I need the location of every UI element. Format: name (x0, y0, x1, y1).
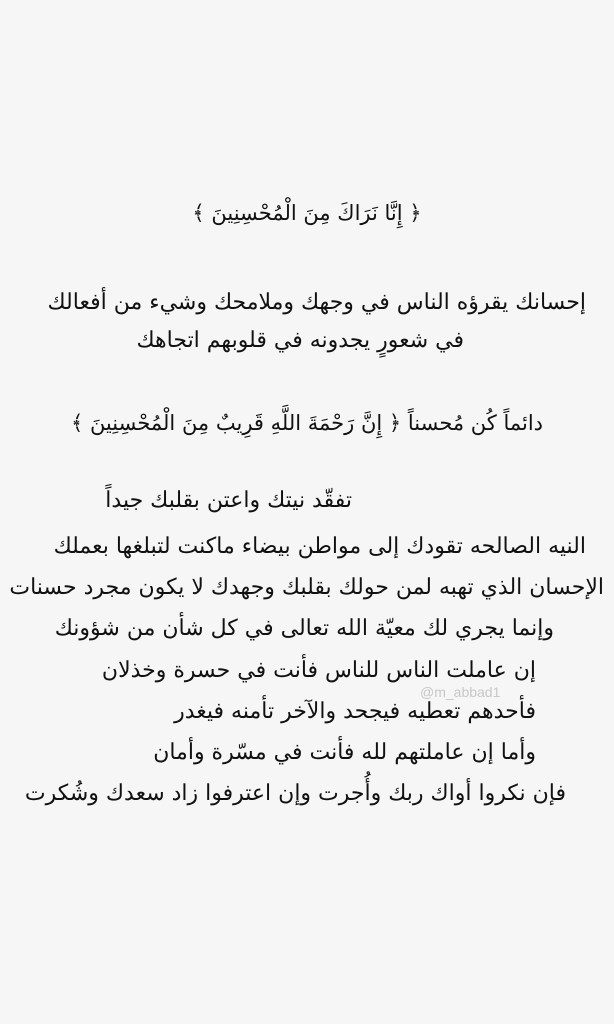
paragraph-2-line-6: فأحدهم تعطيه فيجحد والآخر تأمنه فيغدر (174, 699, 536, 724)
paragraph-1-line-2: في شعورٍ يجدونه في قلوبهم اتجاهك (136, 328, 464, 353)
watermark-handle: @m_abbad1 (420, 684, 501, 700)
paragraph-2-line-1: تفقّد نيتك واعتن بقلبك جيداً (105, 488, 352, 513)
paragraph-2-line-4: وإنما يجري لك معيّة الله تعالى في كل شأن من شؤونك (54, 616, 554, 641)
paragraph-2-line-7: وأما إن عاملتهم لله فأنت في مسّرة وأمان (153, 740, 536, 765)
paragraph-2-line-5: إن عاملت الناس للناس فأنت في حسرة وخذلان (101, 658, 536, 683)
paragraph-2-line-8: فإن نكروا أواك ربك وأُجرت وإن اعترفوا زاد سعدك وشُكرت (24, 781, 566, 806)
quran-verse-heading: ﴿ إِنَّا نَرَاكَ مِنَ الْمُحْسِنِينَ ﴾ (192, 201, 422, 225)
paragraph-2-line-3: الإحسان الذي تهبه لمن حولك بقلبك وجهدك لا يكون مجرد حسنات (9, 575, 604, 600)
paragraph-2-line-2: النيه الصالحه تقودك إلى مواطن بيضاء ماكنت لتبلغها بعملك (53, 534, 586, 559)
paragraph-1-line-1: إحسانك يقرؤه الناس في وجهك وملامحك وشيء من أفعالك (47, 290, 586, 315)
quran-verse-reminder: دائماً كُن مُحسناً ﴿ إِنَّ رَحْمَةَ اللَّهِ قَرِيبٌ مِنَ الْمُحْسِنِينَ ﴾ (70, 411, 544, 435)
